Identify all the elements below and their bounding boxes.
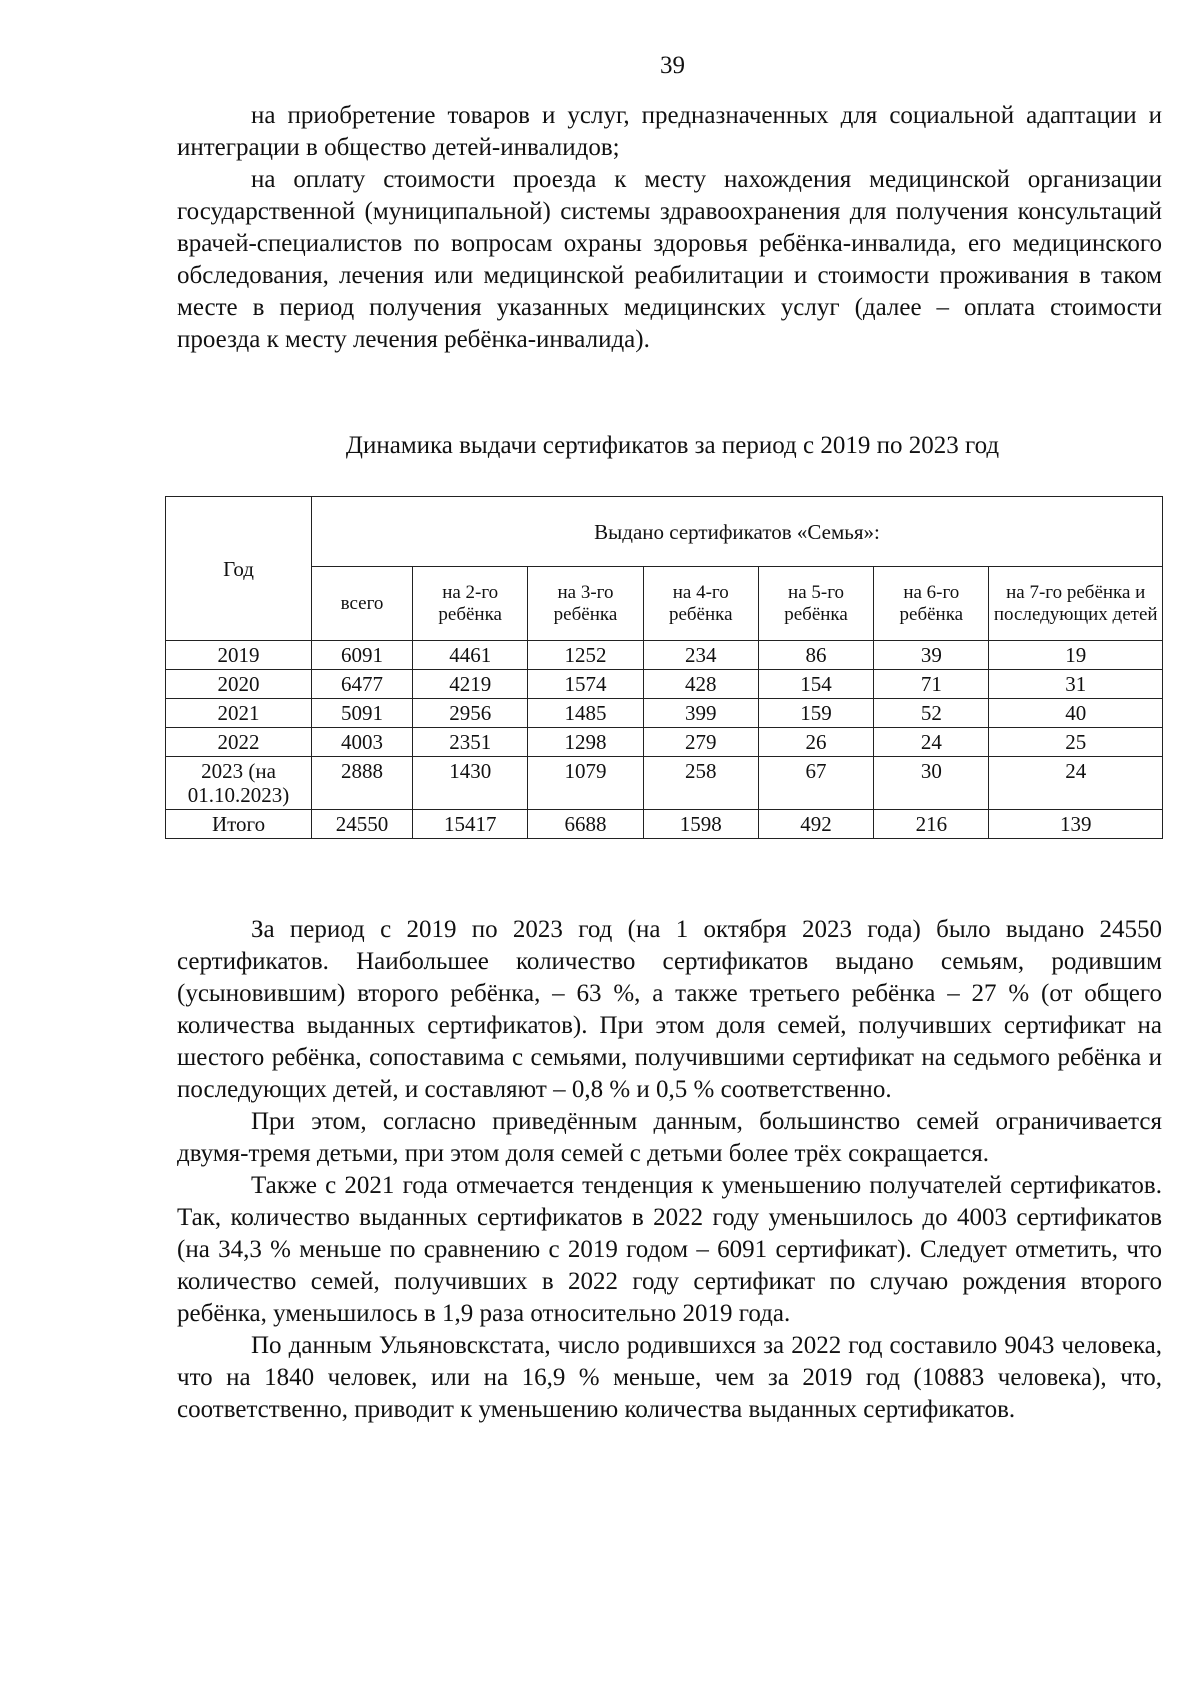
value-cell: 26 [758, 728, 873, 757]
column-header: на 5-го ребёнка [758, 567, 873, 641]
value-cell: 15417 [413, 810, 528, 839]
value-cell: 4003 [312, 728, 413, 757]
value-cell: 1485 [528, 699, 643, 728]
value-cell: 5091 [312, 699, 413, 728]
column-header: на 2-го ребёнка [413, 567, 528, 641]
value-cell: 234 [643, 641, 758, 670]
table-row [166, 670, 1163, 699]
table-row [166, 757, 1163, 810]
value-cell: 4219 [413, 670, 528, 699]
value-cell: 52 [874, 699, 989, 728]
page-number: 39 [660, 52, 685, 79]
year-cell: 2023 (на 01.10.2023) [166, 757, 312, 810]
analysis-paragraph: За период с 2019 по 2023 год (на 1 октября 2023 года) было выдано 24550 сертификатов. Наибольшее количество сертификатов выдано семьям, родившим (усыновившим) второго ребёнка, – 63 %, а также третьего ребёнка – 27 % (от общего количества выданных сертификатов). При этом доля семей, получивших сертификат на шестого ребёнка, сопоставима с семьями, получившими сертификат на седьмого ребёнка и последующих детей, и составляют – 0,8 % и 0,5 % соответственно. [177, 916, 1162, 1103]
value-cell: 2351 [413, 728, 528, 757]
value-cell: 399 [643, 699, 758, 728]
table-row [166, 810, 1163, 839]
value-cell: 159 [758, 699, 873, 728]
value-cell: 1574 [528, 670, 643, 699]
value-cell: 2888 [312, 757, 413, 810]
certificates-table [165, 496, 1163, 839]
value-cell: 279 [643, 728, 758, 757]
value-cell: 67 [758, 757, 873, 810]
column-header: на 7-го ребёнка и последующих детей [989, 567, 1163, 641]
table-body [166, 641, 1163, 839]
value-cell: 492 [758, 810, 873, 839]
column-header: на 3-го ребёнка [528, 567, 643, 641]
value-cell: 31 [989, 670, 1163, 699]
value-cell: 19 [989, 641, 1163, 670]
value-cell: 1430 [413, 757, 528, 810]
analysis-paragraph: По данным Ульяновскстата, число родившихся за 2022 год составило 9043 человека, что на 1840 человек, или на 16,9 % меньше, чем за 2019 год (10883 человека), что, соответственно, приводит к уменьшению количества выданных сертификатов. [177, 1332, 1162, 1423]
value-cell: 216 [874, 810, 989, 839]
value-cell: 1079 [528, 757, 643, 810]
year-header: Год [166, 497, 312, 641]
value-cell: 4461 [413, 641, 528, 670]
year-cell: 2022 [166, 728, 312, 757]
value-cell: 6091 [312, 641, 413, 670]
value-cell: 6477 [312, 670, 413, 699]
value-cell: 2956 [413, 699, 528, 728]
value-cell: 1598 [643, 810, 758, 839]
year-cell: 2020 [166, 670, 312, 699]
value-cell: 428 [643, 670, 758, 699]
table-title: Динамика выдачи сертификатов за период с 2019 по 2023 год [345, 432, 1000, 459]
table-row [166, 699, 1163, 728]
column-header: всего [312, 567, 413, 641]
intro-paragraph: на оплату стоимости проезда к месту нахождения медицинской организации государственной (муниципальной) системы здравоохранения для получения консультаций врачей-специалистов по вопросам охраны здоровья ребёнка-инвалида, его медицинского обследования, лечения или медицинской реабилитации и стоимости проживания в таком месте в период получения указанных медицинских услуг (далее – оплата стоимости проезда к месту лечения ребёнка-инвалида). [177, 166, 1162, 353]
value-cell: 139 [989, 810, 1163, 839]
table-row [166, 728, 1163, 757]
value-cell: 30 [874, 757, 989, 810]
value-cell: 24 [989, 757, 1163, 810]
value-cell: 6688 [528, 810, 643, 839]
group-header: Выдано сертификатов «Семья»: [312, 497, 1163, 567]
year-cell: 2021 [166, 699, 312, 728]
analysis-paragraph: Также с 2021 года отмечается тенденция к уменьшению получателей сертификатов. Так, количество выданных сертификатов в 2022 году уменьшилось до 4003 сертификатов (на 34,3 % меньше по сравнению с 2019 годом – 6091 сертификат). Следует отметить, что количество семей, получивших в 2022 году сертификат по случаю рождения второго ребёнка, уменьшилось в 1,9 раза относительно 2019 года. [177, 1172, 1162, 1327]
table-row [166, 641, 1163, 670]
value-cell: 25 [989, 728, 1163, 757]
column-header: на 6-го ребёнка [874, 567, 989, 641]
value-cell: 40 [989, 699, 1163, 728]
year-cell: 2019 [166, 641, 312, 670]
intro-text [177, 100, 1162, 356]
analysis-paragraph: При этом, согласно приведённым данным, большинство семей ограничивается двумя-тремя детьми, при этом доля семей с детьми более трёх сокращается. [177, 1108, 1162, 1167]
column-header: на 4-го ребёнка [643, 567, 758, 641]
value-cell: 1298 [528, 728, 643, 757]
value-cell: 1252 [528, 641, 643, 670]
value-cell: 39 [874, 641, 989, 670]
analysis-text [177, 914, 1162, 1426]
value-cell: 24 [874, 728, 989, 757]
value-cell: 154 [758, 670, 873, 699]
value-cell: 24550 [312, 810, 413, 839]
intro-paragraph: на приобретение товаров и услуг, предназначенных для социальной адаптации и интеграции в общество детей-инвалидов; [177, 102, 1162, 161]
value-cell: 71 [874, 670, 989, 699]
value-cell: 258 [643, 757, 758, 810]
value-cell: 86 [758, 641, 873, 670]
year-cell: Итого [166, 810, 312, 839]
